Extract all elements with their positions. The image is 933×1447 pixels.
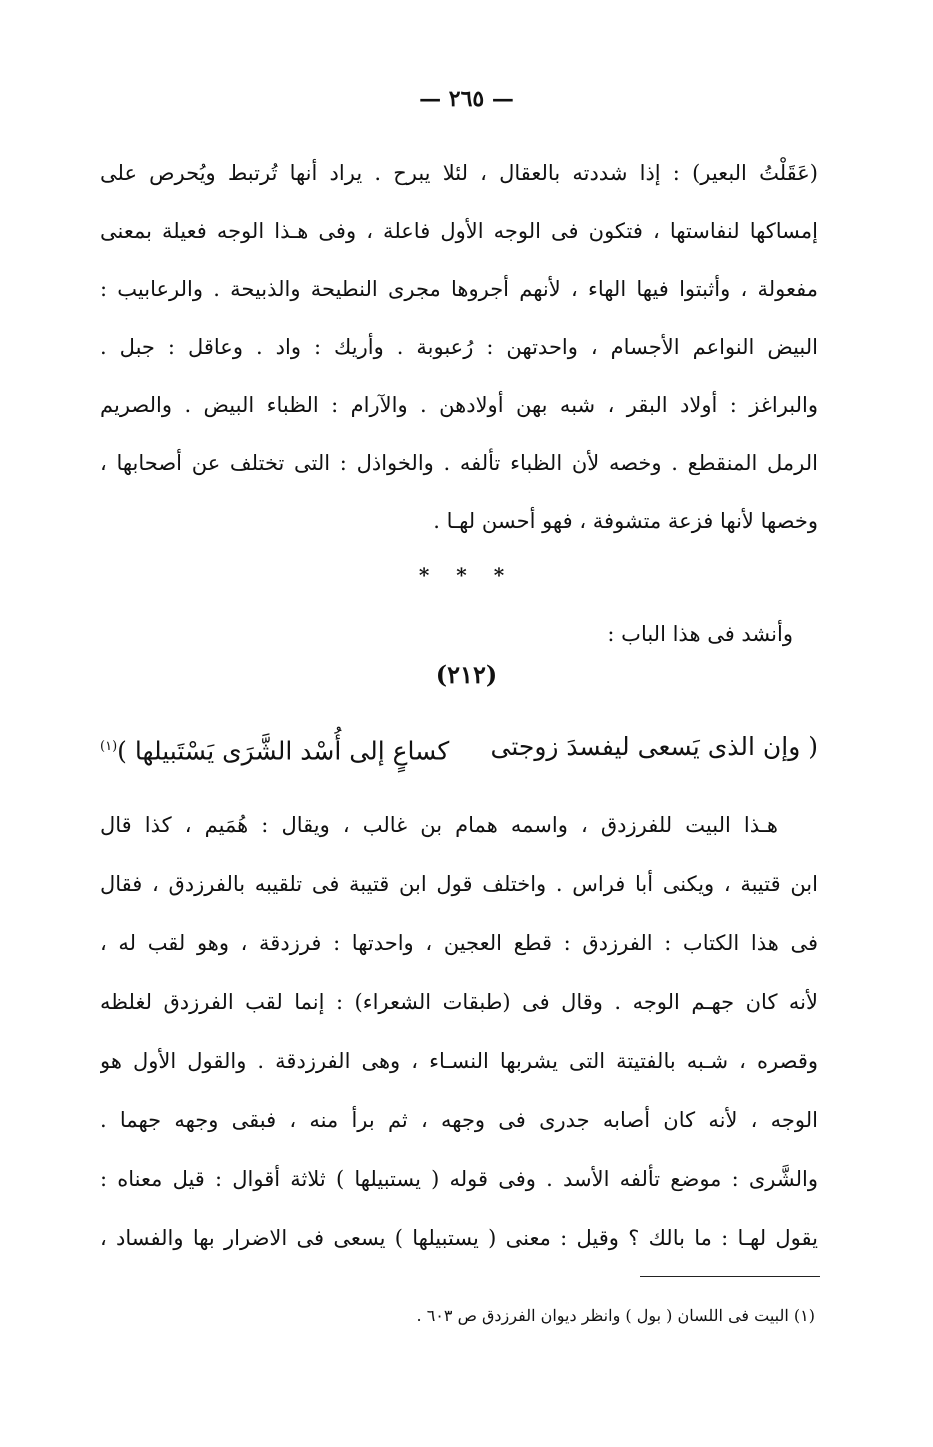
verse-second-hemistich-text: كساعٍ إلى أُسْد الشَّرَى يَسْتَبيلها ) [117, 736, 450, 766]
verse-first-hemistich: ( وإن الذى يَسعى ليفسدَ زوجتى [490, 732, 818, 761]
verse-second-hemistich [100, 722, 449, 776]
page-number: — ٢٦٥ — [419, 86, 514, 112]
text-line: لأنه كان جهـم الوجه . وقال فى (طبقات الشعراء) : إنما لقب الفرزدق لغلظه [100, 990, 818, 1014]
text-line: يقول لهـا : ما بالك ؟ وقيل : معنى ( يستبيلها ) يسعى فى الاضرار بها والفساد ، [100, 1226, 818, 1250]
poem-number: (٢١٢) [435, 660, 498, 689]
commentary-paragraph-2 [100, 796, 818, 1268]
text-line: الرمل المنقطع . وخصه لأن الظباء تألفه . والخواذل : التى تختلف عن أصحابها ، [100, 451, 818, 475]
section-separator: * * * [418, 563, 515, 587]
text-line: وقصره ، شـبه بالفتيتة التى يشربها النسـاء ، وهى الفرزدقة . والقول الأول هو [100, 1049, 818, 1073]
intro-line: وأنشد فى هذا الباب : [607, 622, 793, 646]
footnote: (١) البيت فى اللسان ( بول ) وانظر ديوان الفرزدق ص ٦٠٣ . [416, 1306, 815, 1325]
text-line: هـذا البيت للفرزدق ، واسمه همام بن غالب ، ويقال : هُمَيم ، كذا قال [100, 813, 778, 837]
text-line: (عَقَلْتُ البعير) : إذا شددته بالعقال ، لئلا يبرح . يراد أنها تُرتبط ويُحرص على [100, 161, 818, 185]
text-line: والشَّرى : موضع تألفه الأسد . وفى قوله ( يستبيلها ) ثلاثة أقوال : قيل معناه : [100, 1167, 818, 1191]
text-line: البيض النواعم الأجسام ، واحدتهن : رُعبوبة . وأريك : واد . وعاقل : جبل . [100, 335, 818, 359]
text-line: ابن قتيبة ، ويكنى أبا فراس . واختلف قول ابن قتيبة فى تلقيبه بالفرزدق ، فقال [100, 872, 818, 896]
footnote-divider [640, 1276, 820, 1277]
text-line: فى هذا الكتاب : الفرزدق : قطع العجين ، واحدتها : فرزدقة ، وهو لقب له ، [100, 931, 818, 955]
footnote-marker: (١) [100, 739, 118, 754]
poetry-verse [100, 722, 818, 776]
text-line: الوجه ، لأنه كان أصابه جدرى فى وجهه ، ثم برأ منه ، فبقى وجهه جهما . [100, 1108, 818, 1132]
text-line: مفعولة ، وأثبتوا فيها الهاء ، لأنهم أجروها مجرى النطيحة والذبيحة . والرعابيب : [100, 277, 818, 301]
text-line: والبراغز : أولاد البقر ، شبه بهن أولادهن . والآرام : الظباء البيض . والصريم [100, 393, 818, 417]
text-line: وخصها لأنها فزعة متشوفة ، فهو أحسن لهـا . [433, 509, 818, 533]
text-line: إمساكها لنفاستها ، فتكون فى الوجه الأول فاعلة ، وفى هـذا الوجه فعيلة بمعنى [100, 219, 818, 243]
commentary-paragraph-1 [100, 144, 818, 550]
